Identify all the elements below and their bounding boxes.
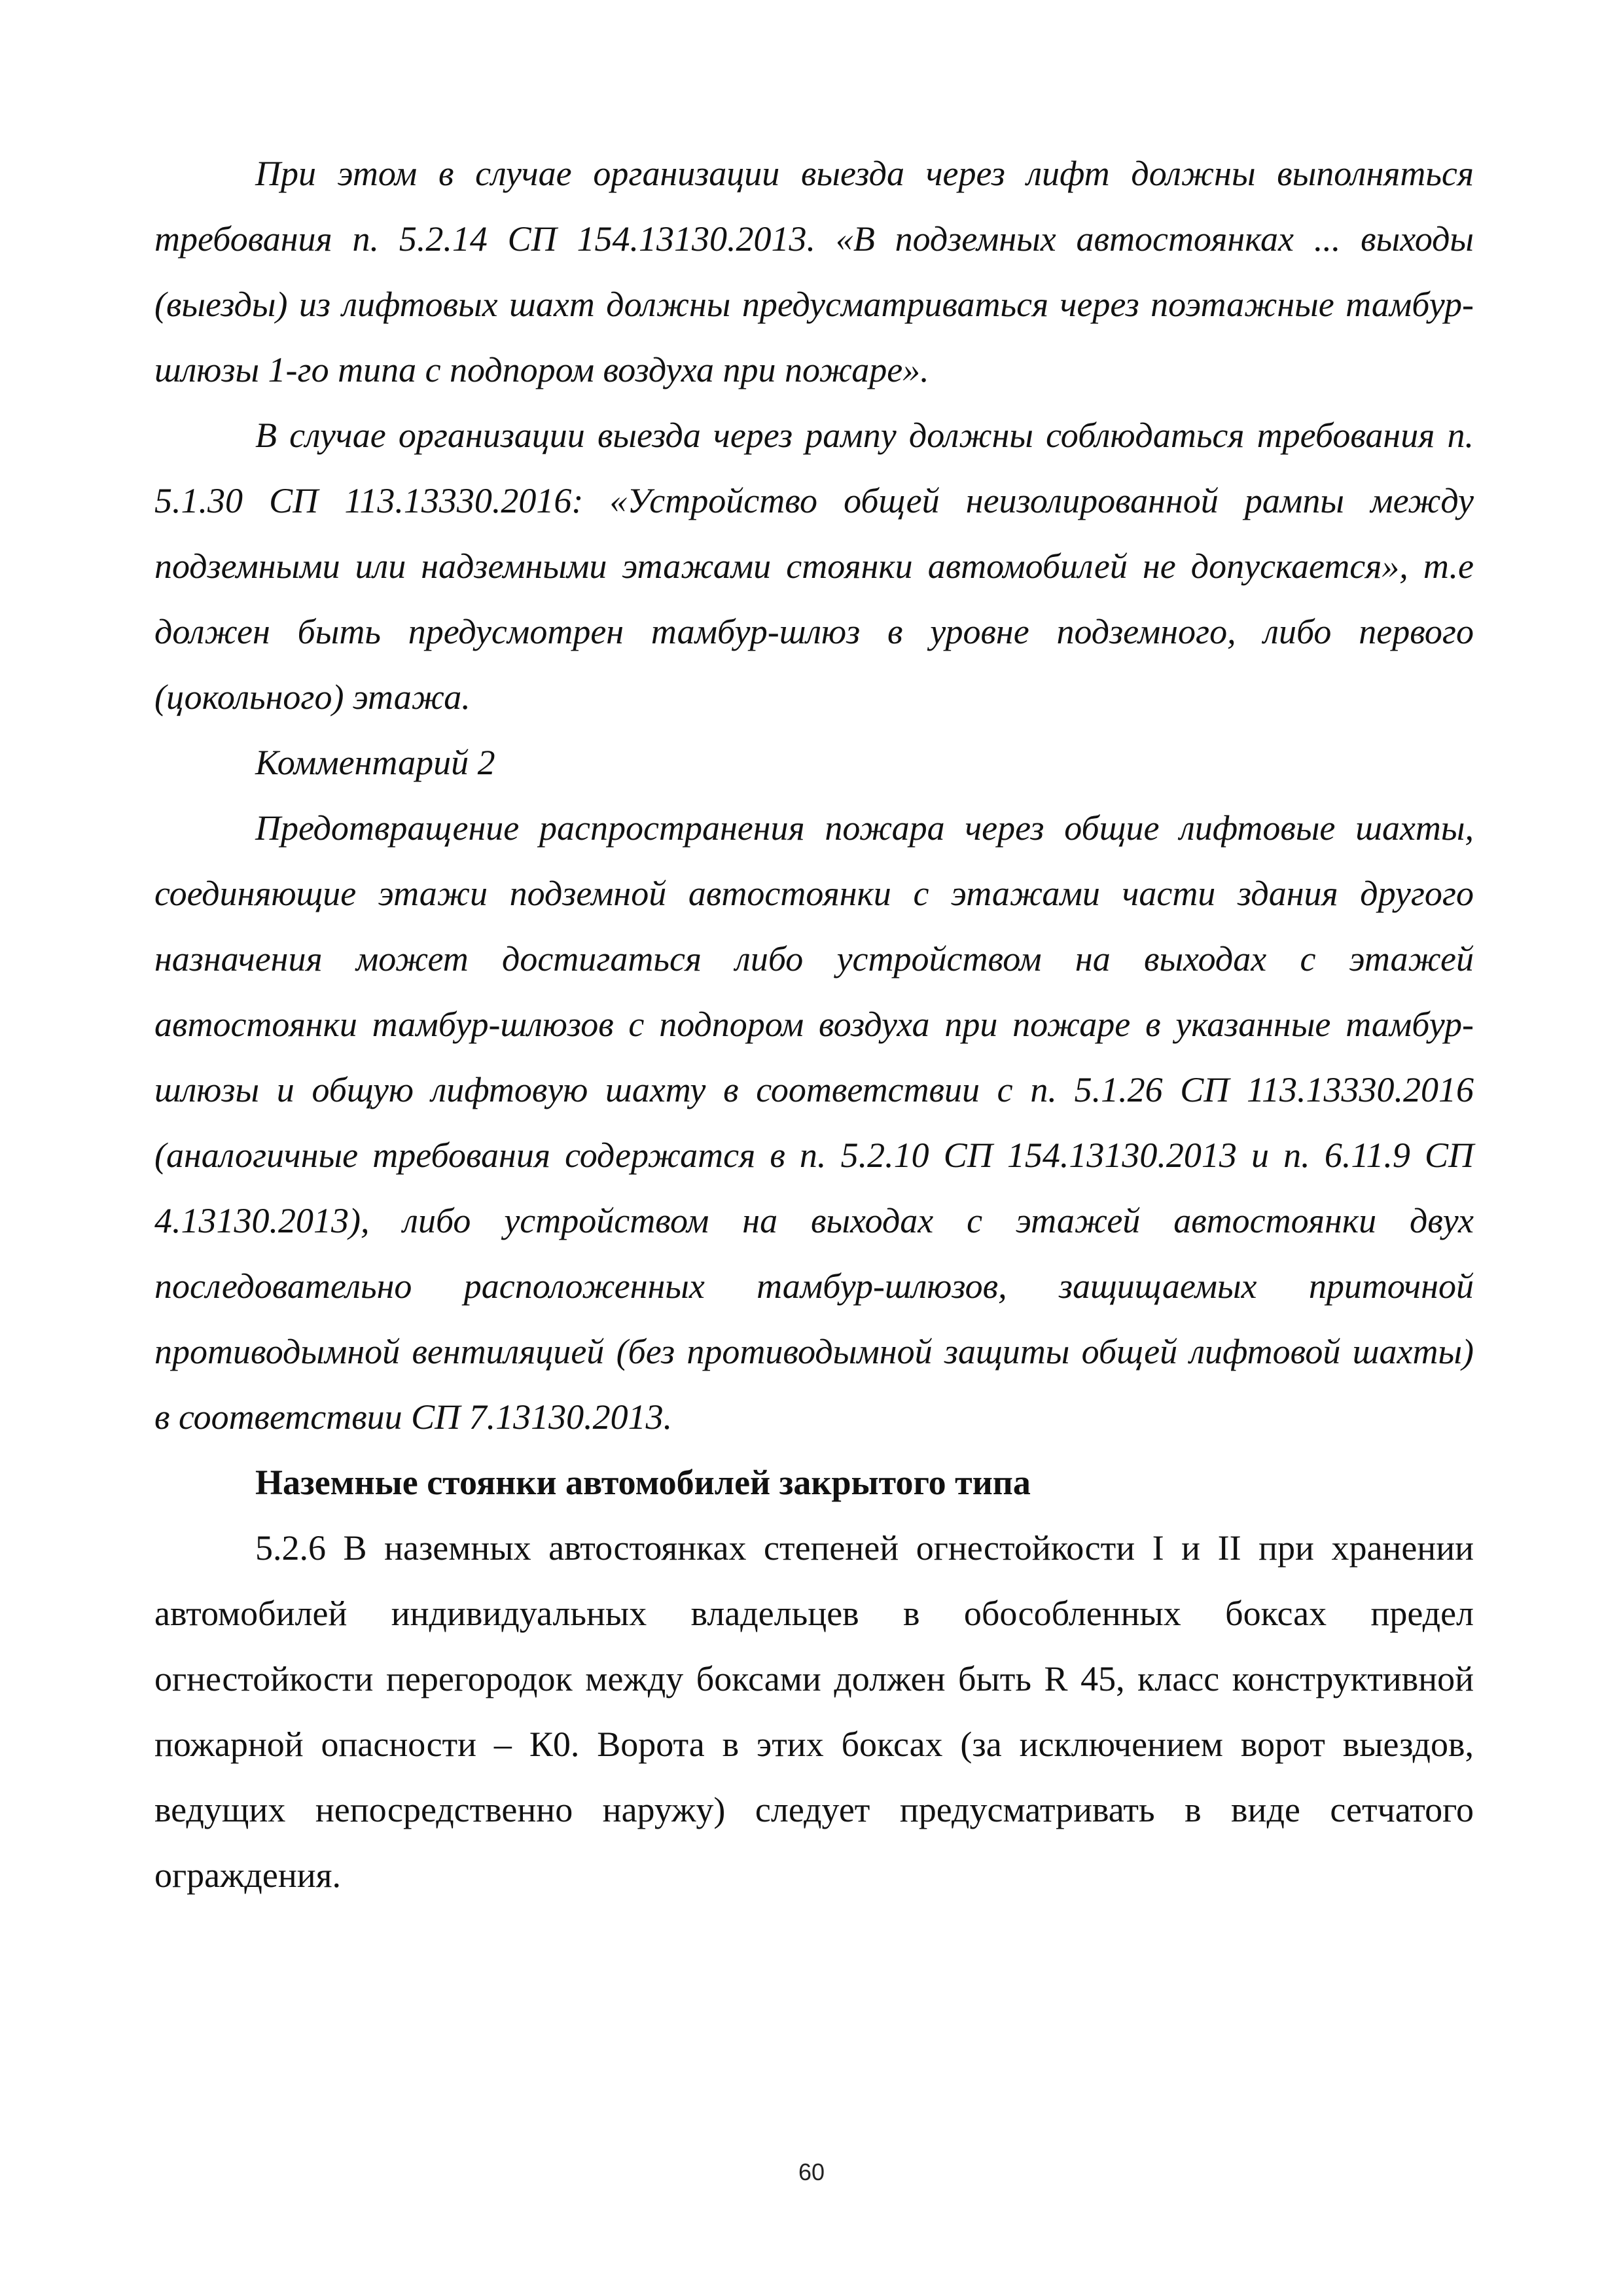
section-text: 5.2.6 В наземных автостоянках степеней огнестойкости I и II при хранении автомобилей индивидуальных владельцев в обособленных боксах предел огнестойкости перегородок между боксами должен быть R 45, класс конструктивной пожарной опасности – К0. Ворота в этих боксах (за исключением ворот выездов, ведущих непосредственно наружу) следует предусматривать в виде сетчатого ограждения.: [154, 1528, 1474, 1895]
paragraph-elevator-exit: При этом в случае организации выезда через лифт должны выполняться требования п. 5.2.14 СП 154.13130.2013. «В подземных автостоянках ... выходы (выезды) из лифтовых шахт должны предусматриваться через поэтажные тамбур-шлюзы 1-го типа с подпором воздуха при пожаре».: [154, 154, 1474, 389]
page-content: [154, 141, 1474, 1908]
paragraph-ramp-exit: В случае организации выезда через рампу должны соблюдаться требования п. 5.1.30 СП 113.13330.2016: «Устройство общей неизолированной рампы между подземными или надземными этажами стоянки автомобилей не допускается», т.е должен быть предусмотрен тамбур-шлюз в уровне подземного, либо первого (цокольного) этажа.: [154, 416, 1474, 717]
comment-label: Комментарий 2: [255, 743, 495, 782]
comment-text: Предотвращение распространения пожара через общие лифтовые шахты, соединяющие этажи подземной автостоянки с этажами части здания другого назначения может достигаться либо устройством на выходах с этажей автостоянки тамбур-шлюзов с подпором воздуха при пожаре в указанные тамбур-шлюзы и общую лифтовую шахту в соответствии с п. 5.1.26 СП 113.13330.2016 (аналогичные требования содержатся в п. 5.2.10 СП 154.13130.2013 и п. 6.11.9 СП 4.13130.2013), либо устройством на выходах с этажей автостоянки двух последовательно расположенных тамбур-шлюзов, защищаемых приточной противодымной вентиляцией (без противодымной защиты общей лифтовой шахты) в соответствии СП 7.13130.2013.: [154, 808, 1474, 1437]
section-heading: Наземные стоянки автомобилей закрытого типа: [255, 1463, 1031, 1502]
page-number: 60: [798, 2159, 825, 2185]
